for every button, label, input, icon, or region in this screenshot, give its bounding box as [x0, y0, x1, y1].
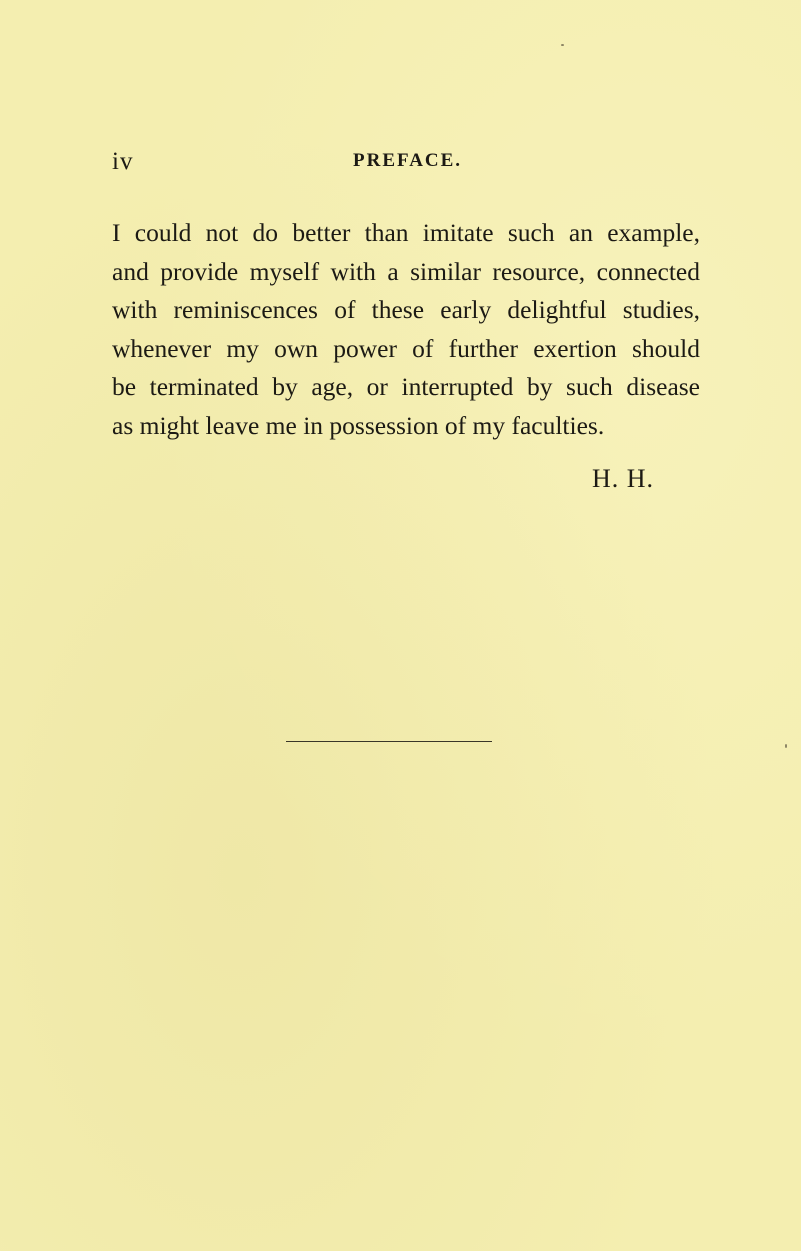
paper-speck	[785, 744, 787, 748]
author-initials: H. H.	[592, 464, 655, 493]
text-line: with reminiscences of these early delightful studies,	[112, 295, 700, 325]
running-head: PREFACE.	[353, 150, 463, 171]
page-header	[112, 148, 682, 188]
page-number: iv	[112, 148, 134, 175]
text-line: I could not do better than imitate such an example,	[112, 218, 700, 247]
text-line: whenever my own power of further exertion should	[112, 333, 700, 363]
text-line: be terminated by age, or interrupted by such disease	[112, 372, 700, 402]
text-line: and provide myself with a similar resource, connected	[112, 256, 700, 286]
paper-speck	[561, 44, 564, 46]
section-divider	[286, 741, 492, 742]
preface-paragraph	[112, 214, 700, 446]
text-line: as might leave me in possession of my faculties.	[112, 410, 605, 440]
